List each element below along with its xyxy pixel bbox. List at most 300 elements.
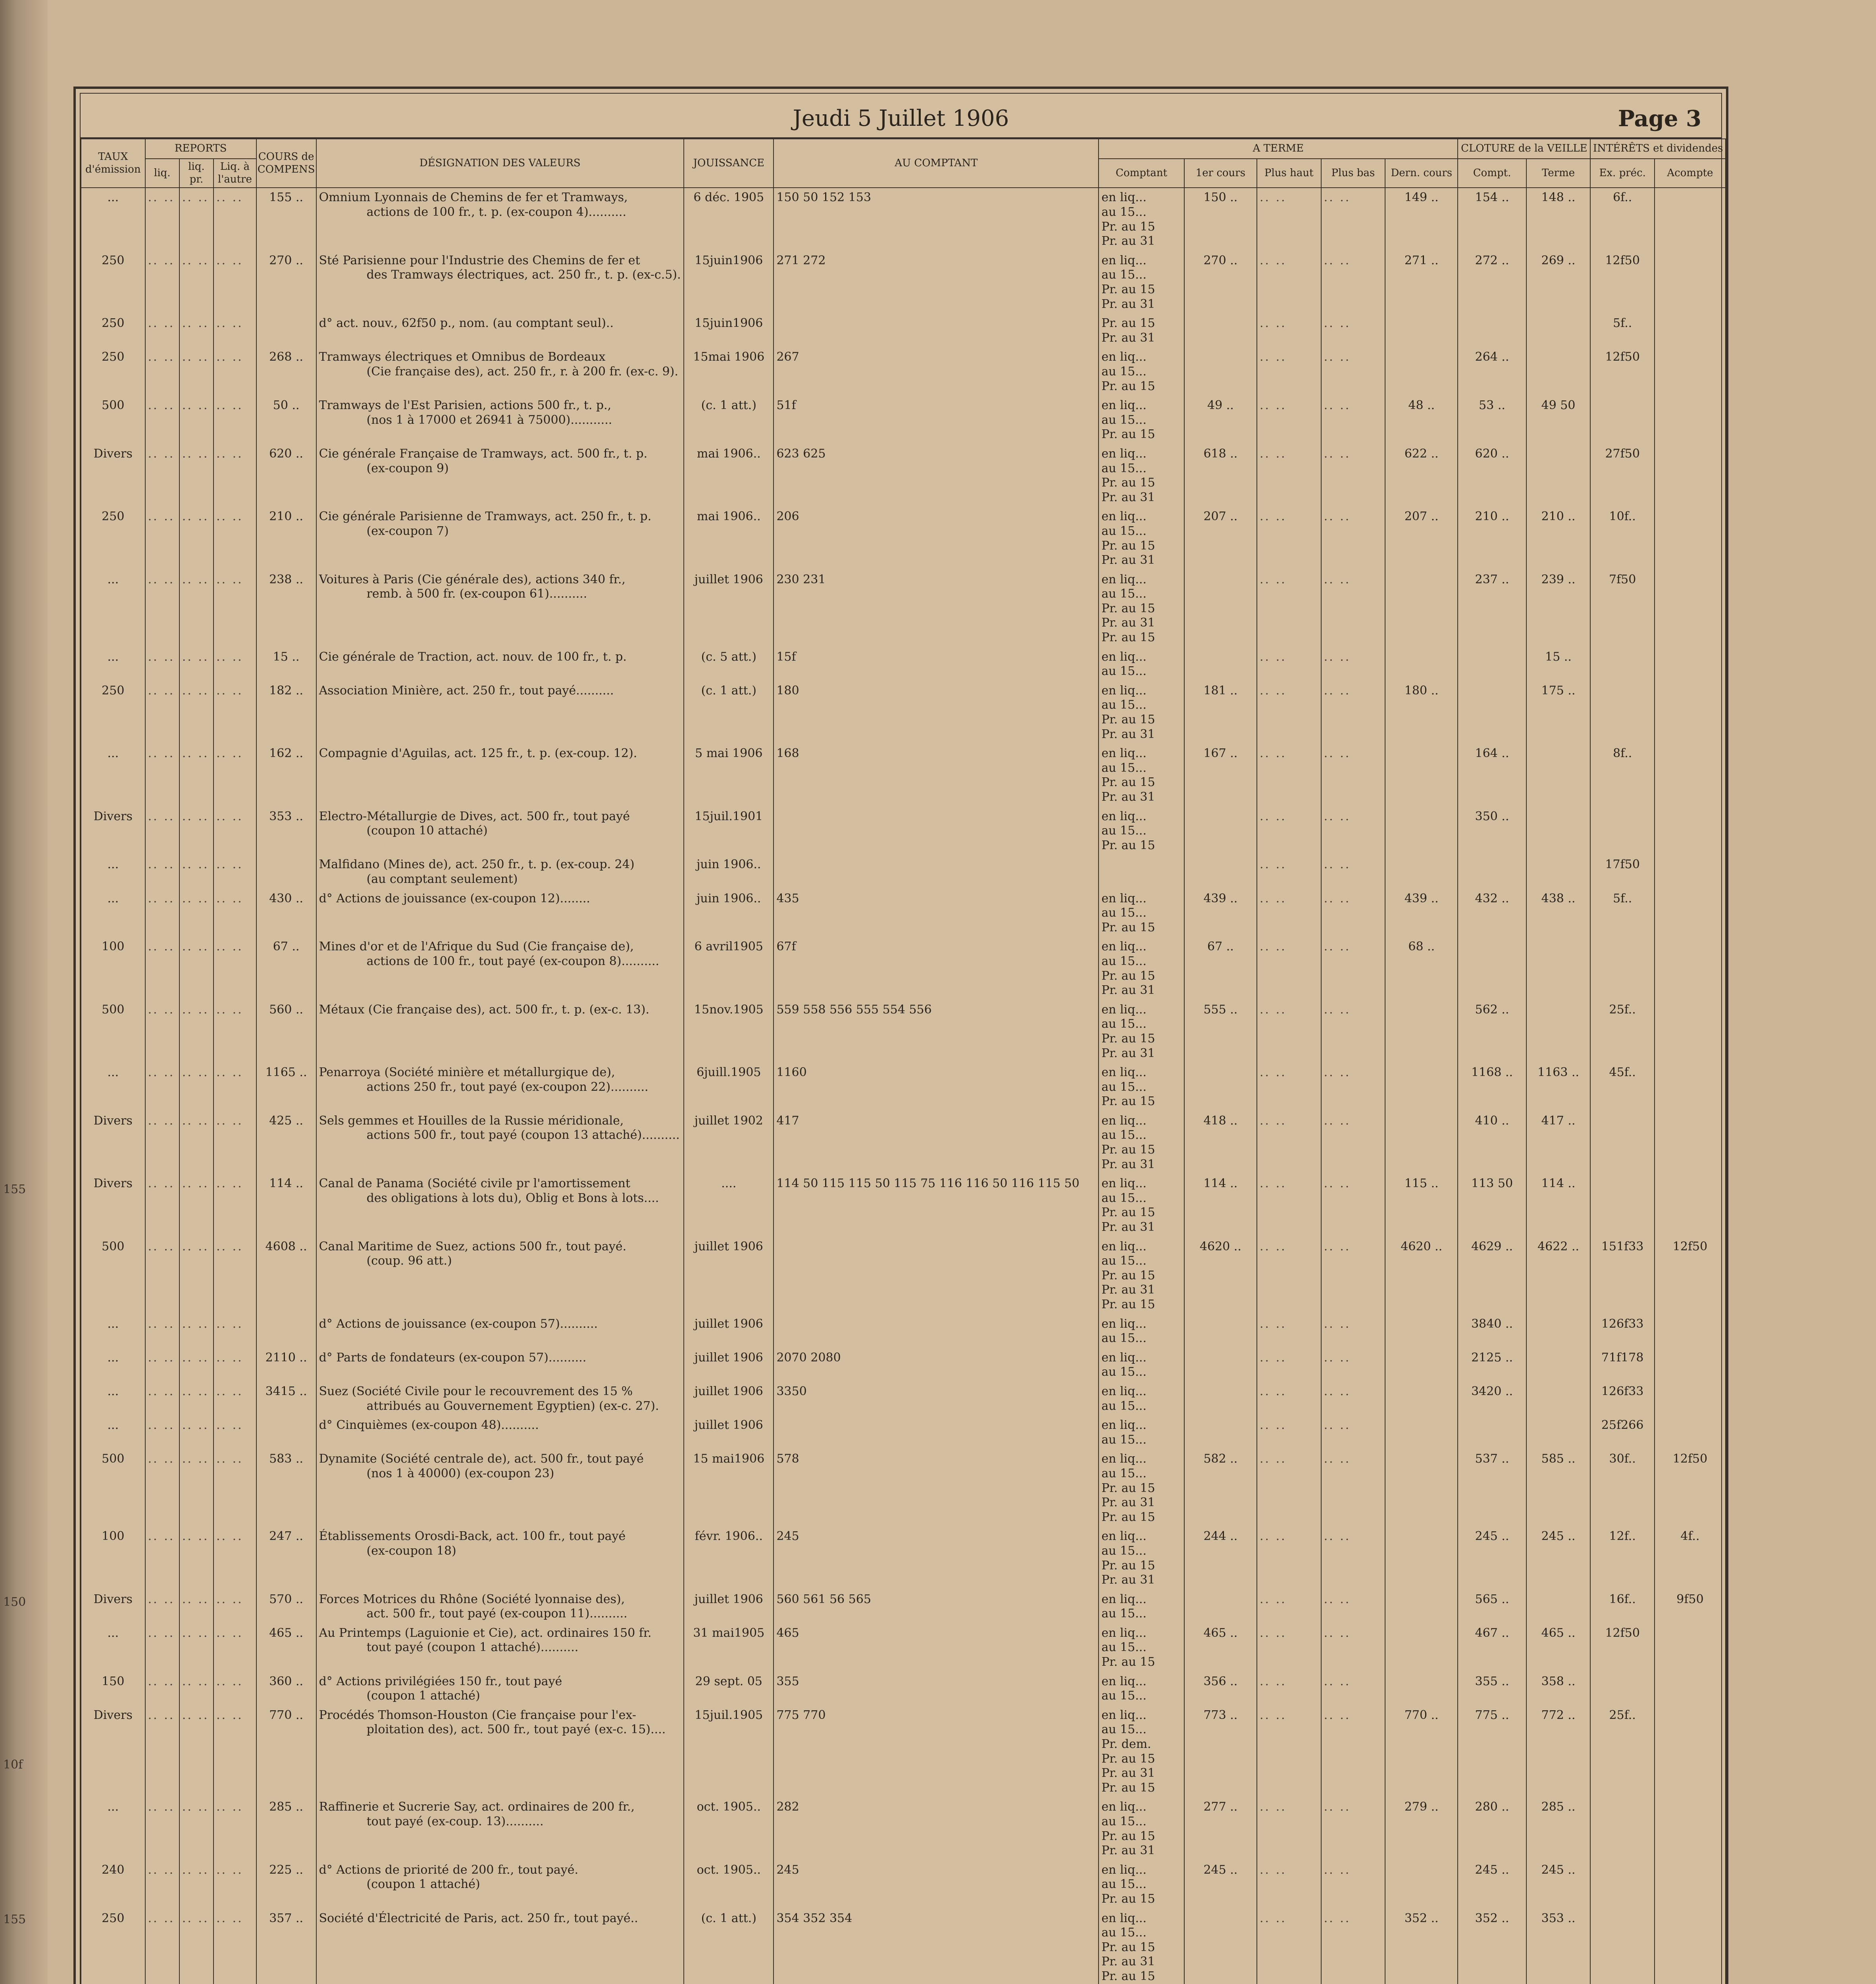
cell-liq-pr: .. .. <box>179 570 214 648</box>
term-label: Pr. au 15 <box>1101 1143 1155 1157</box>
table-row <box>81 348 1726 396</box>
cell-au-comptant: 206 <box>773 507 1099 570</box>
cell-dernier-cours: 4620 .. <box>1385 1237 1458 1315</box>
cell-ex-prec <box>1590 681 1655 744</box>
cell-acompte <box>1655 807 1726 856</box>
cell-au-comptant: 3350 <box>773 1382 1099 1416</box>
cell-au-comptant: 114 50 115 115 50 115 75 116 116 50 116 115 50 <box>773 1174 1099 1237</box>
cell-dernier-cours: 271 .. <box>1385 251 1458 314</box>
cell-jouissance: 31 mai1905 <box>684 1624 773 1672</box>
cell-jouissance: juillet 1906 <box>684 570 773 648</box>
margin-figure: 155 <box>3 1913 26 1926</box>
cell-designation <box>316 744 684 807</box>
cell-designation <box>316 1348 684 1382</box>
designation-subline: remb. à 500 fr. (ex-coupon 61).......... <box>366 587 587 601</box>
designation-line: d° Actions de jouissance (ex-coupon 57).......... <box>319 1317 598 1331</box>
cell-terme: 465 .. <box>1526 1624 1591 1672</box>
cell-acompte <box>1655 937 1726 1000</box>
cell-plus-bas: .. .. <box>1321 855 1385 889</box>
cell-designation <box>316 807 684 856</box>
cell-jouissance: juin 1906.. <box>684 855 773 889</box>
designation-line: d° act. nouv., 62f50 p., nom. (au comptant seul).. <box>319 316 614 331</box>
col-cloture: CLOTURE de la VEILLE <box>1458 139 1590 159</box>
cell-liq-pr: .. .. <box>179 314 214 348</box>
cell-jouissance: (c. 1 att.) <box>684 681 773 744</box>
cell-dernier-cours <box>1385 570 1458 648</box>
cell-liq: .. .. <box>145 1861 179 1909</box>
designation-line: Raffinerie et Sucrerie Say, act. ordinaires de 200 fr., <box>319 1800 635 1814</box>
cell-compt <box>1458 937 1526 1000</box>
cell-ex-prec <box>1590 807 1655 856</box>
cell-liq: .. .. <box>145 314 179 348</box>
cell-compt: 775 .. <box>1458 1706 1526 1798</box>
cell-acompte <box>1655 1174 1726 1237</box>
cell-designation <box>316 1590 684 1624</box>
cell-designation <box>316 251 684 314</box>
term-label: Pr. au 31 <box>1101 616 1155 630</box>
cell-liq-autre: .. .. <box>214 648 256 681</box>
cell-cours: 210 .. <box>256 507 316 570</box>
col-plus-haut: Plus haut <box>1257 159 1321 188</box>
table-row <box>81 396 1726 444</box>
cell-premier-cours: 181 .. <box>1184 681 1257 744</box>
cell-au-comptant: 417 <box>773 1111 1099 1174</box>
term-label: en liq... <box>1101 1708 1147 1722</box>
cell-au-comptant: 150 50 152 153 <box>773 188 1099 251</box>
cell-plus-bas: .. .. <box>1321 1000 1385 1063</box>
cell-liq-pr: .. .. <box>179 1450 214 1527</box>
cell-au-comptant <box>773 855 1099 889</box>
term-label: au 15... <box>1101 761 1147 775</box>
cell-premier-cours: 150 .. <box>1184 188 1257 251</box>
term-label: en liq... <box>1101 1239 1147 1253</box>
term-label: en liq... <box>1101 253 1147 267</box>
term-label: Pr. au 15 <box>1101 427 1155 442</box>
cell-liq-autre: .. .. <box>214 1861 256 1909</box>
cell-ex-prec: 126f33 <box>1590 1315 1655 1348</box>
cell-liq-pr: .. .. <box>179 855 214 889</box>
cell-taux: 250 <box>81 251 145 314</box>
cell-designation <box>316 1063 684 1111</box>
cell-cours: 770 .. <box>256 1706 316 1798</box>
term-label: Pr. au 31 <box>1101 1157 1155 1171</box>
term-label: au 15... <box>1101 1640 1147 1655</box>
cell-ex-prec: 30f.. <box>1590 1450 1655 1527</box>
cell-plus-haut: .. .. <box>1257 1909 1321 1984</box>
cell-jouissance: 15 mai1906 <box>684 1450 773 1527</box>
term-label: en liq... <box>1101 1800 1147 1814</box>
cell-terme: 114 .. <box>1526 1174 1591 1237</box>
cell-acompte <box>1655 1000 1726 1063</box>
cell-plus-haut: .. .. <box>1257 807 1321 856</box>
designation-line: d° Actions de jouissance (ex-coupon 12)........ <box>319 891 591 905</box>
cell-taux: ... <box>81 744 145 807</box>
cell-liq-pr: .. .. <box>179 507 214 570</box>
term-label: Pr. au 31 <box>1101 331 1155 345</box>
cell-jouissance: 6juill.1905 <box>684 1063 773 1111</box>
designation-subline: des Tramways électriques, act. 250 fr., t. p. (ex-c.5). <box>366 268 681 282</box>
cell-liq-autre: .. .. <box>214 937 256 1000</box>
cell-plus-haut: .. .. <box>1257 889 1321 938</box>
designation-subline: (Cie française des), act. 250 fr., r. à 200 fr. (ex-c. 9). <box>366 364 678 379</box>
cell-designation <box>316 348 684 396</box>
cell-term-label <box>1099 855 1184 889</box>
cell-terme: 4622 .. <box>1526 1237 1591 1315</box>
cell-taux: 250 <box>81 681 145 744</box>
cell-acompte <box>1655 348 1726 396</box>
cell-taux: 100 <box>81 1527 145 1590</box>
cell-taux: ... <box>81 1063 145 1111</box>
cell-ex-prec: 12f50 <box>1590 1624 1655 1672</box>
cell-acompte <box>1655 444 1726 507</box>
cell-compt: 154 .. <box>1458 188 1526 251</box>
cell-terme: 285 .. <box>1526 1798 1591 1860</box>
designation-subline: ploitation des), act. 500 fr., tout payé (ex-c. 15).... <box>366 1723 666 1737</box>
cell-liq-autre: .. .. <box>214 889 256 938</box>
cell-plus-haut: .. .. <box>1257 188 1321 251</box>
table-row <box>81 1861 1726 1909</box>
cell-liq: .. .. <box>145 1798 179 1860</box>
term-label: en liq... <box>1101 1065 1147 1080</box>
cell-compt: 272 .. <box>1458 251 1526 314</box>
cell-au-comptant: 245 <box>773 1861 1099 1909</box>
cell-acompte: 12f50 <box>1655 1450 1726 1527</box>
term-label: en liq... <box>1101 940 1147 954</box>
cell-premier-cours: 618 .. <box>1184 444 1257 507</box>
cell-jouissance: juin 1906.. <box>684 889 773 938</box>
cell-jouissance: juillet 1906 <box>684 1590 773 1624</box>
cell-au-comptant: 775 770 <box>773 1706 1099 1798</box>
cell-liq-autre: .. .. <box>214 507 256 570</box>
cell-compt: 467 .. <box>1458 1624 1526 1672</box>
cell-liq-pr: .. .. <box>179 188 214 251</box>
designation-line: Procédés Thomson-Houston (Cie française pour l'ex- <box>319 1708 637 1722</box>
term-label: Pr. au 31 <box>1101 490 1155 504</box>
cell-plus-haut: .. .. <box>1257 507 1321 570</box>
term-label: Pr. au 31 <box>1101 790 1155 804</box>
term-label: en liq... <box>1101 1529 1147 1544</box>
cell-designation <box>316 1315 684 1348</box>
cell-term-label <box>1099 1174 1184 1237</box>
cell-au-comptant: 230 231 <box>773 570 1099 648</box>
cell-term-label <box>1099 1909 1184 1984</box>
cell-plus-bas: .. .. <box>1321 1624 1385 1672</box>
cell-acompte <box>1655 1382 1726 1416</box>
cell-compt: 3420 .. <box>1458 1382 1526 1416</box>
cell-designation <box>316 855 684 889</box>
cell-terme <box>1526 1382 1591 1416</box>
cell-au-comptant <box>773 1237 1099 1315</box>
cell-plus-haut: .. .. <box>1257 744 1321 807</box>
cell-term-label <box>1099 1237 1184 1315</box>
cell-taux: 250 <box>81 1909 145 1984</box>
cell-compt: 537 .. <box>1458 1450 1526 1527</box>
cell-cours: 15 .. <box>256 648 316 681</box>
cell-cours: 465 .. <box>256 1624 316 1672</box>
cell-terme: 358 .. <box>1526 1672 1591 1706</box>
term-label: Pr. au 15 <box>1101 1205 1155 1220</box>
cell-liq-pr: .. .. <box>179 1624 214 1672</box>
cell-designation <box>316 507 684 570</box>
cell-ex-prec <box>1590 1174 1655 1237</box>
cell-dernier-cours <box>1385 807 1458 856</box>
cell-dernier-cours <box>1385 1861 1458 1909</box>
cell-liq-pr: .. .. <box>179 1174 214 1237</box>
cell-jouissance: mai 1906.. <box>684 507 773 570</box>
cell-premier-cours: 4620 .. <box>1184 1237 1257 1315</box>
cell-au-comptant <box>773 1315 1099 1348</box>
cell-au-comptant <box>773 1416 1099 1450</box>
cell-taux: 250 <box>81 314 145 348</box>
cell-cours: 268 .. <box>256 348 316 396</box>
cell-premier-cours: 439 .. <box>1184 889 1257 938</box>
table-row <box>81 1798 1726 1860</box>
cell-liq-autre: .. .. <box>214 1063 256 1111</box>
cell-ex-prec: 12f50 <box>1590 348 1655 396</box>
term-label: au 15... <box>1101 1080 1147 1094</box>
cell-taux: ... <box>81 570 145 648</box>
term-label: au 15... <box>1101 824 1147 838</box>
cell-cours: 225 .. <box>256 1861 316 1909</box>
table-row <box>81 744 1726 807</box>
designation-subline: (ex-coupon 7) <box>366 524 449 538</box>
page-date: Jeudi 5 Juillet 1906 <box>793 106 1009 131</box>
cell-premier-cours <box>1184 348 1257 396</box>
cell-jouissance: 6 déc. 1905 <box>684 188 773 251</box>
cell-dernier-cours: 48 .. <box>1385 396 1458 444</box>
cell-premier-cours <box>1184 1315 1257 1348</box>
cell-liq-autre: .. .. <box>214 1382 256 1416</box>
cell-liq-autre: .. .. <box>214 1348 256 1382</box>
cell-plus-haut: .. .. <box>1257 1348 1321 1382</box>
designation-subline: actions de 100 fr., tout payé (ex-coupon 8).......... <box>366 954 660 968</box>
cell-liq-pr: .. .. <box>179 1590 214 1624</box>
cell-dernier-cours <box>1385 1416 1458 1450</box>
cell-designation <box>316 1382 684 1416</box>
cell-terme <box>1526 1416 1591 1450</box>
term-label: Pr. au 31 <box>1101 1220 1155 1234</box>
cell-compt: 280 .. <box>1458 1798 1526 1860</box>
cell-terme <box>1526 1348 1591 1382</box>
cell-ex-prec: 12f50 <box>1590 251 1655 314</box>
term-label: au 15... <box>1101 1815 1147 1828</box>
term-label: au 15... <box>1101 906 1147 920</box>
term-label: Pr. au 15 <box>1101 838 1155 852</box>
term-label: au 15... <box>1101 364 1147 379</box>
cell-premier-cours: 418 .. <box>1184 1111 1257 1174</box>
cell-cours: 182 .. <box>256 681 316 744</box>
margin-figure: 150 <box>3 1595 26 1609</box>
cell-plus-bas: .. .. <box>1321 1450 1385 1527</box>
cell-plus-haut: .. .. <box>1257 1527 1321 1590</box>
cell-liq: .. .. <box>145 889 179 938</box>
cell-acompte <box>1655 314 1726 348</box>
cell-compt <box>1458 648 1526 681</box>
cell-compt: 352 .. <box>1458 1909 1526 1984</box>
term-label: au 15... <box>1101 1877 1147 1892</box>
cell-taux: 100 <box>81 937 145 1000</box>
term-label: Pr. au 15 <box>1101 316 1155 331</box>
cell-jouissance: 15juin1906 <box>684 251 773 314</box>
term-label: Pr. au 31 <box>1101 1844 1155 1858</box>
cell-plus-bas: .. .. <box>1321 570 1385 648</box>
cell-compt <box>1458 855 1526 889</box>
cell-liq: .. .. <box>145 507 179 570</box>
cell-liq-autre: .. .. <box>214 348 256 396</box>
cell-liq-pr: .. .. <box>179 807 214 856</box>
cell-terme: 269 .. <box>1526 251 1591 314</box>
cell-acompte <box>1655 1111 1726 1174</box>
cell-liq-pr: .. .. <box>179 937 214 1000</box>
col-premier-cours: 1er cours <box>1184 159 1257 188</box>
cell-plus-bas: .. .. <box>1321 889 1385 938</box>
cell-cours <box>256 855 316 889</box>
cell-cours: 430 .. <box>256 889 316 938</box>
cell-terme: 585 .. <box>1526 1450 1591 1527</box>
term-label: en liq... <box>1101 398 1147 413</box>
cell-liq-autre: .. .. <box>214 444 256 507</box>
cell-premier-cours <box>1184 314 1257 348</box>
cell-acompte <box>1655 1416 1726 1450</box>
col-plus-bas: Plus bas <box>1321 159 1385 188</box>
designation-subline: act. 500 fr., tout payé (ex-coupon 11).......... <box>366 1607 627 1621</box>
cell-premier-cours <box>1184 1416 1257 1450</box>
cell-plus-haut: .. .. <box>1257 1590 1321 1624</box>
cell-au-comptant: 245 <box>773 1527 1099 1590</box>
designation-line: Forces Motrices du Rhône (Société lyonnaise des), <box>319 1592 625 1606</box>
table-row <box>81 1111 1726 1174</box>
cell-plus-haut: .. .. <box>1257 1111 1321 1174</box>
cell-compt <box>1458 1416 1526 1450</box>
table-row <box>81 1450 1726 1527</box>
cell-jouissance: mai 1906.. <box>684 444 773 507</box>
cell-premier-cours: 67 .. <box>1184 937 1257 1000</box>
cell-designation <box>316 396 684 444</box>
cell-liq-pr: .. .. <box>179 744 214 807</box>
designation-line: Electro-Métallurgie de Dives, act. 500 fr., tout payé <box>319 809 630 823</box>
cell-dernier-cours <box>1385 648 1458 681</box>
cell-liq: .. .. <box>145 937 179 1000</box>
table-row <box>81 1315 1726 1348</box>
margin-figure: 10f <box>3 1758 23 1772</box>
col-dernier-cours: Dern. cours <box>1385 159 1458 188</box>
term-label: Pr. au 31 <box>1101 1955 1155 1969</box>
designation-subline: (nos 1 à 40000) (ex-coupon 23) <box>366 1466 554 1480</box>
cell-compt: 565 .. <box>1458 1590 1526 1624</box>
cell-liq-autre: .. .. <box>214 396 256 444</box>
cell-taux: 150 <box>81 1672 145 1706</box>
cell-jouissance: juillet 1906 <box>684 1416 773 1450</box>
cell-liq-pr: .. .. <box>179 444 214 507</box>
term-label: en liq... <box>1101 1674 1147 1688</box>
table-row <box>81 1416 1726 1450</box>
term-label: Pr. au 31 <box>1101 1573 1155 1587</box>
cell-plus-haut: .. .. <box>1257 681 1321 744</box>
designation-line: Sté Parisienne pour l'Industrie des Chemins de fer et <box>319 253 640 267</box>
cell-premier-cours: 773 .. <box>1184 1706 1257 1798</box>
cell-au-comptant: 578 <box>773 1450 1099 1527</box>
cell-liq-pr: .. .. <box>179 1000 214 1063</box>
cell-term-label <box>1099 681 1184 744</box>
designation-subline: (au comptant seulement) <box>366 872 518 886</box>
designation-line: d° Parts de fondateurs (ex-coupon 57).......... <box>319 1350 587 1365</box>
cell-dernier-cours <box>1385 1063 1458 1111</box>
cell-liq: .. .. <box>145 1624 179 1672</box>
cell-premier-cours: 465 .. <box>1184 1624 1257 1672</box>
cell-liq-pr: .. .. <box>179 1909 214 1984</box>
table-row <box>81 681 1726 744</box>
term-label: en liq... <box>1101 1350 1147 1365</box>
cell-compt: 620 .. <box>1458 444 1526 507</box>
term-label: en liq... <box>1101 683 1147 698</box>
cell-cours: 357 .. <box>256 1909 316 1984</box>
cell-designation <box>316 1174 684 1237</box>
cell-acompte <box>1655 744 1726 807</box>
cell-cours: 583 .. <box>256 1450 316 1527</box>
cell-term-label <box>1099 648 1184 681</box>
term-label: en liq... <box>1101 350 1147 364</box>
cell-jouissance: juillet 1906 <box>684 1237 773 1315</box>
term-label: Pr. au 31 <box>1101 1496 1155 1510</box>
cell-liq-pr: .. .. <box>179 396 214 444</box>
cell-liq-pr: .. .. <box>179 1111 214 1174</box>
table-row <box>81 648 1726 681</box>
cell-au-comptant: 465 <box>773 1624 1099 1672</box>
cell-acompte: 12f50 <box>1655 1237 1726 1315</box>
cell-au-comptant: 1160 <box>773 1063 1099 1111</box>
table-row <box>81 855 1726 889</box>
term-label: Pr. au 15 <box>1101 1558 1155 1573</box>
cell-ex-prec: 7f50 <box>1590 570 1655 648</box>
cell-premier-cours <box>1184 855 1257 889</box>
cell-cours: 2110 .. <box>256 1348 316 1382</box>
cell-liq-autre: .. .. <box>214 1000 256 1063</box>
cell-terme: 148 .. <box>1526 188 1591 251</box>
cell-terme: 438 .. <box>1526 889 1591 938</box>
cell-liq-pr: .. .. <box>179 1672 214 1706</box>
cell-dernier-cours <box>1385 314 1458 348</box>
cell-acompte <box>1655 570 1726 648</box>
cell-term-label <box>1099 1063 1184 1111</box>
cell-premier-cours: 555 .. <box>1184 1000 1257 1063</box>
cell-au-comptant: 623 625 <box>773 444 1099 507</box>
cell-plus-haut: .. .. <box>1257 1861 1321 1909</box>
designation-subline: actions 500 fr., tout payé (coupon 13 attaché).......... <box>366 1128 680 1142</box>
cell-taux: ... <box>81 889 145 938</box>
cell-taux: ... <box>81 1315 145 1348</box>
cell-acompte: 4f.. <box>1655 1527 1726 1590</box>
term-label: Pr. au 15 <box>1101 283 1155 296</box>
term-label: au 15... <box>1101 1399 1147 1413</box>
cell-acompte <box>1655 1706 1726 1798</box>
cell-dernier-cours <box>1385 744 1458 807</box>
designation-line: Mines d'or et de l'Afrique du Sud (Cie française de), <box>319 940 634 954</box>
table-row <box>81 251 1726 314</box>
cell-terme <box>1526 744 1591 807</box>
cell-au-comptant: 180 <box>773 681 1099 744</box>
col-a-terme: A TERME <box>1099 139 1458 159</box>
newspaper-page <box>73 87 1728 1984</box>
table-row <box>81 1672 1726 1706</box>
cell-plus-haut: .. .. <box>1257 1416 1321 1450</box>
cell-plus-haut: .. .. <box>1257 444 1321 507</box>
term-label: au 15... <box>1101 461 1147 475</box>
cell-acompte <box>1655 507 1726 570</box>
cell-taux: 250 <box>81 507 145 570</box>
col-reports: REPORTS <box>145 139 256 159</box>
cell-liq-autre: .. .. <box>214 1237 256 1315</box>
cell-plus-bas: .. .. <box>1321 507 1385 570</box>
